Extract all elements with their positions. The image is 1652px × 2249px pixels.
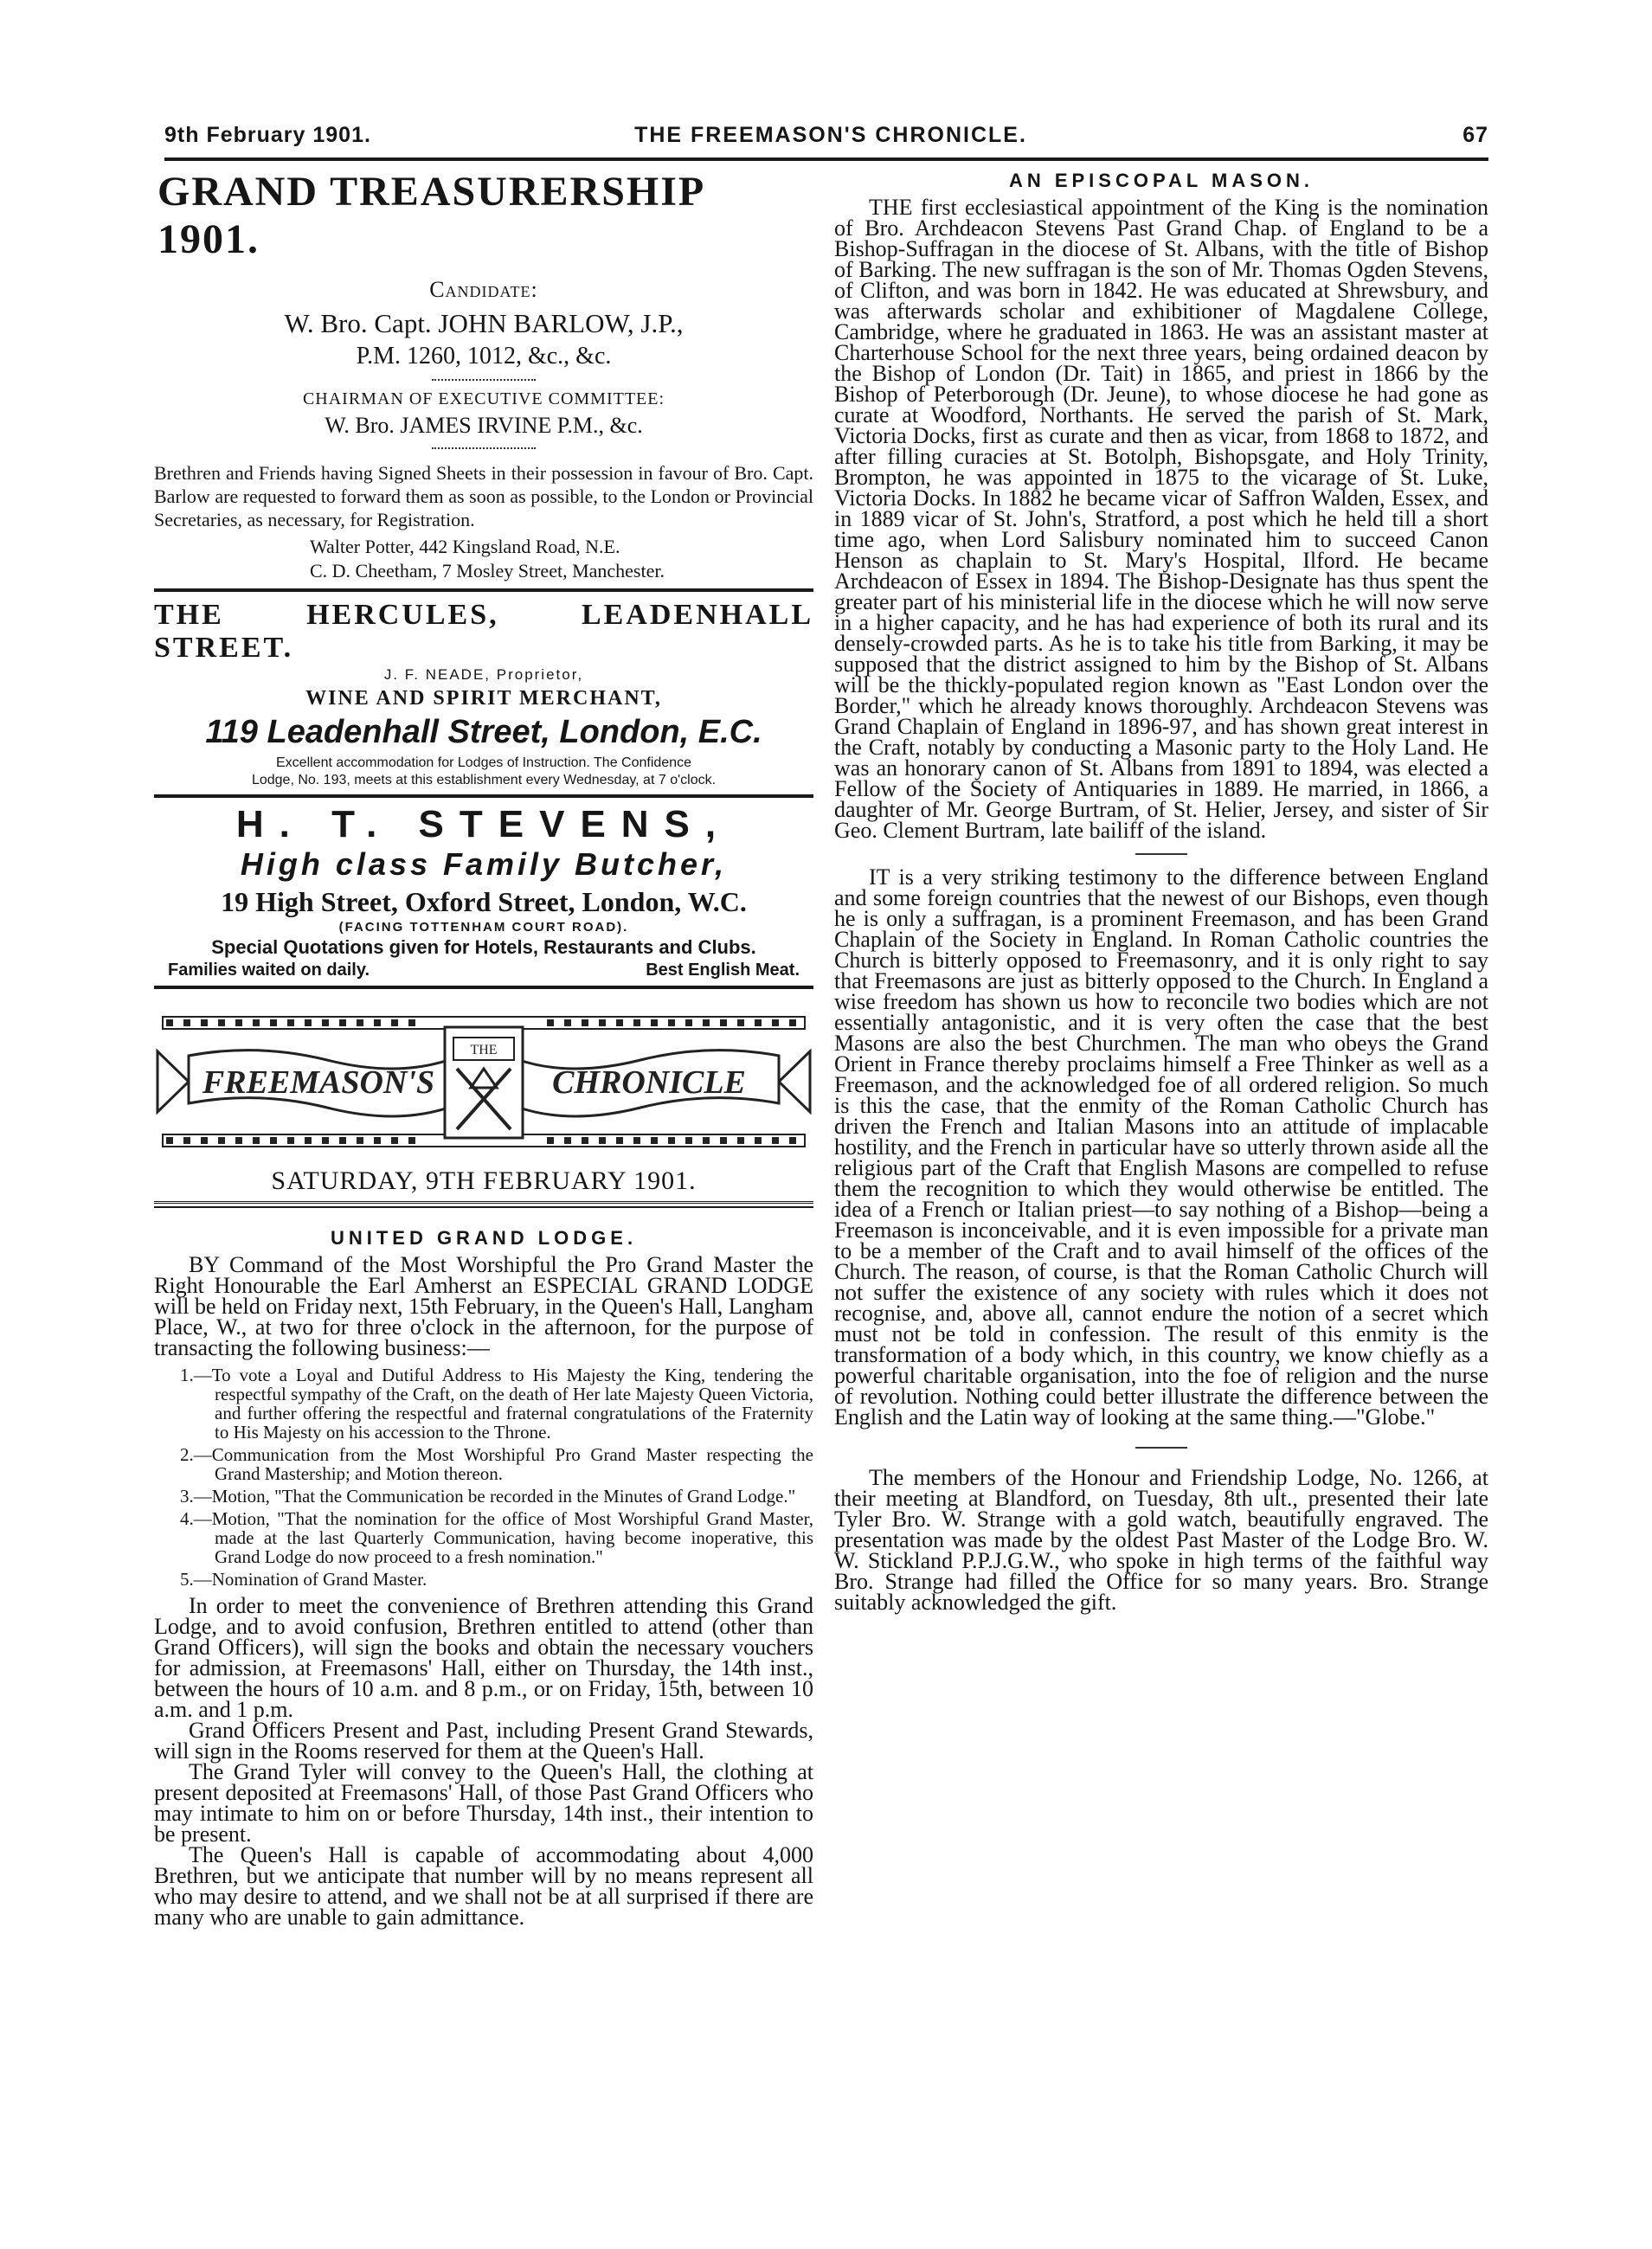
masthead-emblem [154,1008,813,1155]
masthead-word-the: THE [470,1043,498,1057]
episcopal-paragraph: THE first ecclesiastical appointment of the King is the nomination of Bro. Archdeacon Stevens Past Grand Chap. of England to be a Bishop-Suffragan in the diocese of St. Albans, with the title of Bishop of Barking. The new suffragan is the son of Mr. Thomas Ogden Stevens, of Clifton, and was born in 1842. He was educated at Shrewsbury, and was afterwards scholar and exhibitioner of Magdalene College, Cambridge, where he graduated in 1863. He was an assistant master at Charterhouse School for the next three years, being ordained deacon by the Bishop of London (Dr. Tait) in 1865, and priest in 1866 by the Bishop of Peterborough (Dr. Jeune), to whose diocese he had gone as curate at Woodford, Northants. He served the parish of St. Mark, Victoria Docks, first as curate and then as vicar, from 1868 to 1872, and after filling curacies at St. Botolph, Bishopsgate, and Holy Trinity, Brompton, he was appointed in 1875 to the vicarage of St. Luke, Victoria Docks. In 1882 he became vicar of Saffron Walden, Essex, and in 1889 vicar of St. John's, Stratford, a post which he held till a short time ago, when Lord Salisbury nominated him to succeed Canon Henson as chaplain to St. Mary's Hospital, Ilford. He became Archdeacon of Essex in 1894. The Bishop-Designate has thus spent the greater part of his ministerial life in the diocese which he will now serve in a higher capacity, and he has had experience of both its rural and its densely-crowded parts. As he is to take his title from Barking, it may be supposed that the district assigned to him by the Bishop of St. Albans will be the thickly-populated region known as "East London over the Border," which he already knows thoroughly. Archdeacon Stevens was Grand Chaplain of England in 1896-97, and has shown great interest in the Craft, notably by conducting a Masonic party to the Holy Land. He was an honorary canon of St. Albans from 1891 to 1894, was elected a Fellow of the Society of Antiquaries in 1889. He married, in 1866, a daughter of Mr. George Burtram, of St. Helier, Jersey, and sister of Sir Geo. Clement Burtram, late bailiff of the island. [834,195,1488,843]
united-grand-lodge-article [154,1227,813,1928]
hercules-note-1: Excellent accommodation for Lodges of Instruction. The Confidence [276,755,691,770]
business-list [154,1365,813,1589]
stevens-special: Special Quotations given for Hotels, Restaurants and Clubs. [211,936,756,958]
candidate-lodges: P.M. 1260, 1012, &c., &c. [356,343,612,369]
stevens-facing: (FACING TOTTENHAM COURT ROAD). [338,920,629,935]
section-rule [154,794,813,798]
business-item: 5.—Nomination of Grand Master. [180,1569,427,1590]
issue-date-line: SATURDAY, 9TH FEBRUARY 1901. [271,1166,697,1195]
ugl-intro: BY Command of the Most Worshipful the Pro Grand Master the Right Honourable the Earl Amherst an ESPECIAL GRAND LODGE will be held on Friday next, 15th February, in the Queen's Hall, Langham Place, W., at two for three o'clock in the afternoon, for the purpose of transacting the following business:— [154,1252,813,1360]
stevens-footer [154,961,813,980]
issue-date: 9th February 1901. [164,123,371,147]
stevens-trade: High class Family Butcher, [240,846,728,882]
treasurership-notice: Brethren and Friends having Signed Sheets in their possession in favour of Bro. Capt. Barlow are requested to forward them as soon as possible, to the London or Provincial Secretaries, as necessary, for Registration. [154,462,813,530]
episcopal-article [834,170,1488,1613]
dotted-divider [432,379,536,381]
ugl-paragraph: The Grand Tyler will convey to the Queen's Hall, the clothing at present deposited at Freemasons' Hall, of those Past Grand Officers who may intimate to him on or before Thursday, 14th inst., their intention to be present. [154,1759,813,1847]
left-column [154,163,813,1928]
honour-friendship-paragraph: The members of the Honour and Friendship Lodge, No. 1266, at their meeting at Blandford, on Tuesday, 8th ult., presented their late Tyler Bro. W. Strange with a gold watch, beautifully engraved. The presentation was made by the oldest Past Master of the Lodge Bro. W. W. Stickland P.P.J.G.W., who spoke in high terms of the faithful way Bro. Strange had filled the Office for so many years. Bro. Strange suitably acknowledged the gift. [834,1465,1488,1615]
short-divider [1135,853,1187,855]
hercules-advert [154,599,813,789]
hercules-title: THE HERCULES, LEADENHALL STREET. [154,599,813,664]
masthead-word-freemasons: FREEMASON'S [202,1064,435,1101]
chairman-label: CHAIRMAN OF EXECUTIVE COMMITTEE: [302,389,665,408]
stevens-name: H. T. STEVENS, [235,803,732,845]
page-number: 67 [1462,123,1488,147]
stevens-meat: Best English Meat. [646,961,800,980]
business-item: 2.—Communication from the Most Worshipful Pro Grand Master respecting the Grand Mastership; and Motion thereon. [180,1444,813,1484]
stevens-address: 19 High Street, Oxford Street, London, W.C. [221,886,747,917]
stevens-families: Families waited on daily. [168,961,370,980]
treasurership-advert [154,168,813,583]
episcopal-title: AN EPISCOPAL MASON. [1008,170,1315,191]
hercules-address: 119 Leadenhall Street, London, E.C. [205,714,762,750]
hercules-proprietor: J. F. NEADE, Proprietor, [383,666,584,683]
chairman-name: W. Bro. JAMES IRVINE P.M., &c. [325,413,643,438]
header-rule [164,157,1488,161]
business-item: 3.—Motion, "That the Communication be recorded in the Minutes of Grand Lodge." [180,1486,796,1507]
publication-title: THE FREEMASON'S CHRONICLE. [634,123,1027,147]
ugl-paragraph: In order to meet the convenience of Brethren attending this Grand Lodge, and to avoid confusion, Brethren entitled to attend (other than Grand Officers), will sign the books and obtain the necessary vouchers for admission, at Freemasons' Hall, either on Thursday, the 14th inst., between the hours of 10 a.m. and 8 p.m., or on Friday, 15th, between 10 a.m. and 1 p.m. [154,1593,813,1722]
treasurership-title: GRAND TREASURERSHIP 1901. [157,169,704,262]
short-divider [1135,1447,1187,1449]
running-head [164,123,1488,157]
hercules-trade: WINE AND SPIRIT MERCHANT, [305,687,662,710]
hercules-note-2: Lodge, No. 193, meets at this establishment every Wednesday, at 7 o'clock. [251,773,717,787]
candidate-name: W. Bro. Capt. JOHN BARLOW, J.P., [284,308,684,338]
section-rule [154,986,813,989]
business-item: 1.—To vote a Loyal and Dutiful Address to His Majesty the King, tendering the respectful sympathy of the Craft, on the death of Her late Majesty Queen Victoria, and further offering the respectful and fraternal congratulations of the Fraternity to His Majesty on his accession to the Throne. [180,1365,813,1443]
section-rule [154,588,813,592]
secretary-london: Walter Potter, 442 Kingsland Road, N.E. [310,536,620,557]
ugl-paragraph: Grand Officers Present and Past, including Present Grand Stewards, will sign in the Rooms reserved for them at the Queen's Hall. [154,1718,813,1764]
ugl-title: UNITED GRAND LODGE. [330,1227,638,1249]
masthead-word-chronicle: CHRONICLE [552,1064,746,1101]
date-rule [154,1201,813,1208]
secretary-manchester: C. D. Cheetham, 7 Mosley Street, Manchester. [310,560,665,582]
right-column [834,163,1488,1613]
ugl-paragraph: The Queen's Hall is capable of accommodating about 4,000 Brethren, but we anticipate that number will by no means represent all who may desire to attend, and we shall not be at all surprised if there are many who are unable to gain admittance. [154,1842,813,1930]
globe-paragraph: IT is a very striking testimony to the difference between England and some foreign countries that the newest of our Bishops, even though he is only a suffragan, is a prominent Freemason, and has been Grand Chaplain of the Society in England. In Roman Catholic countries the Church is bitterly opposed to Freemasonry, and it is only right to say that Freemasons are just as bitterly opposed to the Church. In England a wise freedom has shown us how to reconcile two bodies which are not essentially antagonistic, and it is very often the case that the best Masons are also the best Churchmen. The man who obeys the Grand Orient in France thereby proclaims himself a Free Thinker as well as a Freemason, and the acknowledged foe of all ordered religion. So much is this the case, that the enmity of the Roman Catholic Church has driven the French and Italian Masons into an attitude of implacable hostility, and the French in particular have so utterly thrown aside all the religious part of the Craft that English Masons are compelled to refuse them the recognition to which they would otherwise be entitled. The idea of a French or Italian priest—to say nothing of a Bishop—being a Freemason is inconceivable, and it is even impossible for a private man to be a member of the Craft and to avail himself of the offices of the Church. The reason, of course, is that the Roman Catholic Church will not suffer the existence of any society with rules which it does not recognise, and, above all, cannot endure the notion of a secret which must not be told in confession. The result of this enmity is the transformation of a body which, in this country, we know chiefly as a powerful charitable organisation, into the foe of religion and the nurse of revolution. Nothing could better illustrate the difference between the English and the Latin way of looking at the same thing.—"Globe." [834,864,1488,1430]
business-item: 4.—Motion, "That the nomination for the office of Most Worshipful Grand Master, made at the last Quarterly Communication, having become inoperative, this Grand Lodge do now proceed to a fresh nomination." [180,1508,813,1567]
stevens-advert [154,803,813,980]
dotted-divider [432,447,536,449]
candidate-label: Candidate: [429,277,538,302]
